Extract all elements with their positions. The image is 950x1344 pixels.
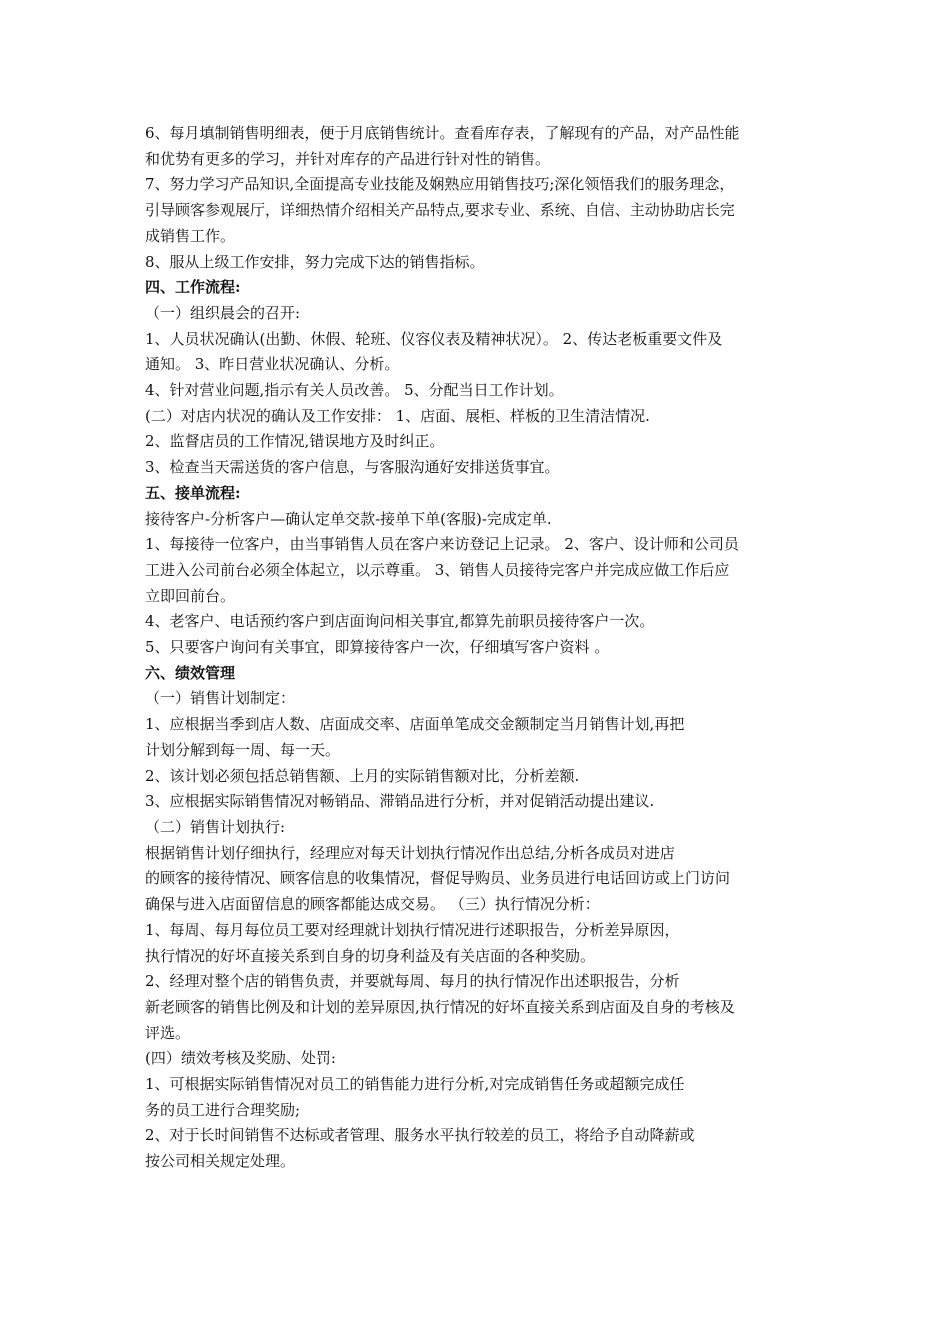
text-line: 通知。 3、昨日营业状况确认、分析。: [145, 355, 400, 374]
text-line: 4、针对营业问题,指示有关人员改善。 5、分配当日工作计划。: [145, 381, 564, 400]
text-line: 3、应根据实际销售情况对畅销品、滞销品进行分析，并对促销活动提出建议.: [145, 792, 655, 811]
text-line: 的顾客的接待情况、顾客信息的收集情况，督促导购员、业务员进行电话回访或上门访问: [145, 869, 731, 888]
text-line: 务的员工进行合理奖励;: [145, 1100, 301, 1119]
document-body: [145, 121, 810, 1175]
text-line: （二）销售计划执行:: [145, 817, 286, 836]
text-line: 1、每接待一位客户，由当事销售人员在客户来访登记上记录。 2、客户、设计师和公司员: [145, 535, 739, 554]
text-line: 评选。: [145, 1023, 191, 1042]
text-line: 确保与进入店面留信息的顾客都能达成交易。 （三）执行情况分析：: [145, 895, 600, 914]
text-line: 1、应根据当季到店人数、店面成交率、店面单笔成交金额制定当月销售计划,再把: [145, 715, 685, 734]
text-line: (二）对店内状况的确认及工作安排： 1、店面、展柜、样板的卫生清洁情况.: [145, 406, 650, 425]
text-line: 2、该计划必须包括总销售额、上月的实际销售额对比，分析差额.: [145, 766, 580, 785]
text-line: 3、检查当天需送货的客户信息，与客服沟通好安排送货事宜。: [145, 458, 560, 477]
text-line: 5、只要客户询问有关事宜，即算接待客户一次，仔细填写客户资料 。: [145, 638, 610, 657]
text-line: 引导顾客参观展厅，详细热情介绍相关产品特点,要求专业、系统、自信、主动协助店长完: [145, 201, 735, 220]
text-line: 2、对于长时间销售不达标或者管理、服务水平执行较差的员工，将给予自动降薪或: [145, 1126, 695, 1145]
text-line: 工进入公司前台必须全体起立，以示尊重。 3、销售人员接待完客户并完成应做工作后应: [145, 560, 730, 579]
text-line: 1、人员状况确认(出勤、休假、轮班、仪容仪表及精神状况）。 2、传达老板重要文件及: [145, 329, 723, 348]
text-line: 6、每月填制销售明细表，便于月底销售统计。查看库存表，了解现有的产品，对产品性能: [145, 124, 740, 142]
text-line: 和优势有更多的学习，并针对库存的产品进行针对性的销售。: [145, 149, 551, 168]
text-line: 按公司相关规定处理。: [145, 1152, 296, 1171]
text-line: (四）绩效考核及奖励、处罚:: [145, 1049, 336, 1068]
text-line: 新老顾客的销售比例及和计划的差异原因,执行情况的好坏直接关系到店面及自身的考核及: [145, 997, 735, 1016]
text-line: 成销售工作。: [145, 226, 236, 245]
text-line: 2、经理对整个店的销售负责，并要就每周、每月的执行情况作出述职报告，分析: [145, 972, 680, 991]
text-line: 根据销售计划仔细执行，经理应对每天计划执行情况作出总结,分析各成员对进店: [145, 843, 675, 862]
text-line: 立即回前台。: [145, 586, 236, 605]
text-line: 计划分解到每一周、每一天。: [145, 740, 341, 759]
section-heading: 四、工作流程:: [145, 278, 241, 297]
text-line: 7、努力学习产品知识,全面提高专业技能及娴熟应用销售技巧;深化领悟我们的服务理念，: [145, 175, 735, 194]
text-line: 1、每周、每月每位员工要对经理就计划执行情况进行述职报告，分析差异原因，: [145, 920, 680, 939]
text-line: 2、监督店员的工作情况,错误地方及时纠正。: [145, 432, 445, 451]
section-heading: 六、绩效管理: [145, 663, 236, 682]
section-heading: 五、接单流程:: [145, 483, 241, 502]
text-line: 1、可根据实际销售情况对员工的销售能力进行分析,对完成销售任务或超额完成任: [145, 1075, 685, 1094]
text-line: 执行情况的好坏直接关系到自身的切身利益及有关店面的各种奖励。: [145, 946, 596, 965]
text-line: 8、服从上级工作安排，努力完成下达的销售指标。: [145, 252, 485, 271]
text-line: （一）销售计划制定：: [145, 689, 296, 708]
text-line: 4、老客户、电话预约客户到店面询问相关事宜,都算先前职员接待客户一次。: [145, 612, 655, 631]
text-line: 接待客户-分析客户—确认定单交款-接单下单(客服)-完成定单.: [145, 509, 552, 528]
text-line: （一）组织晨会的召开:: [145, 303, 301, 322]
